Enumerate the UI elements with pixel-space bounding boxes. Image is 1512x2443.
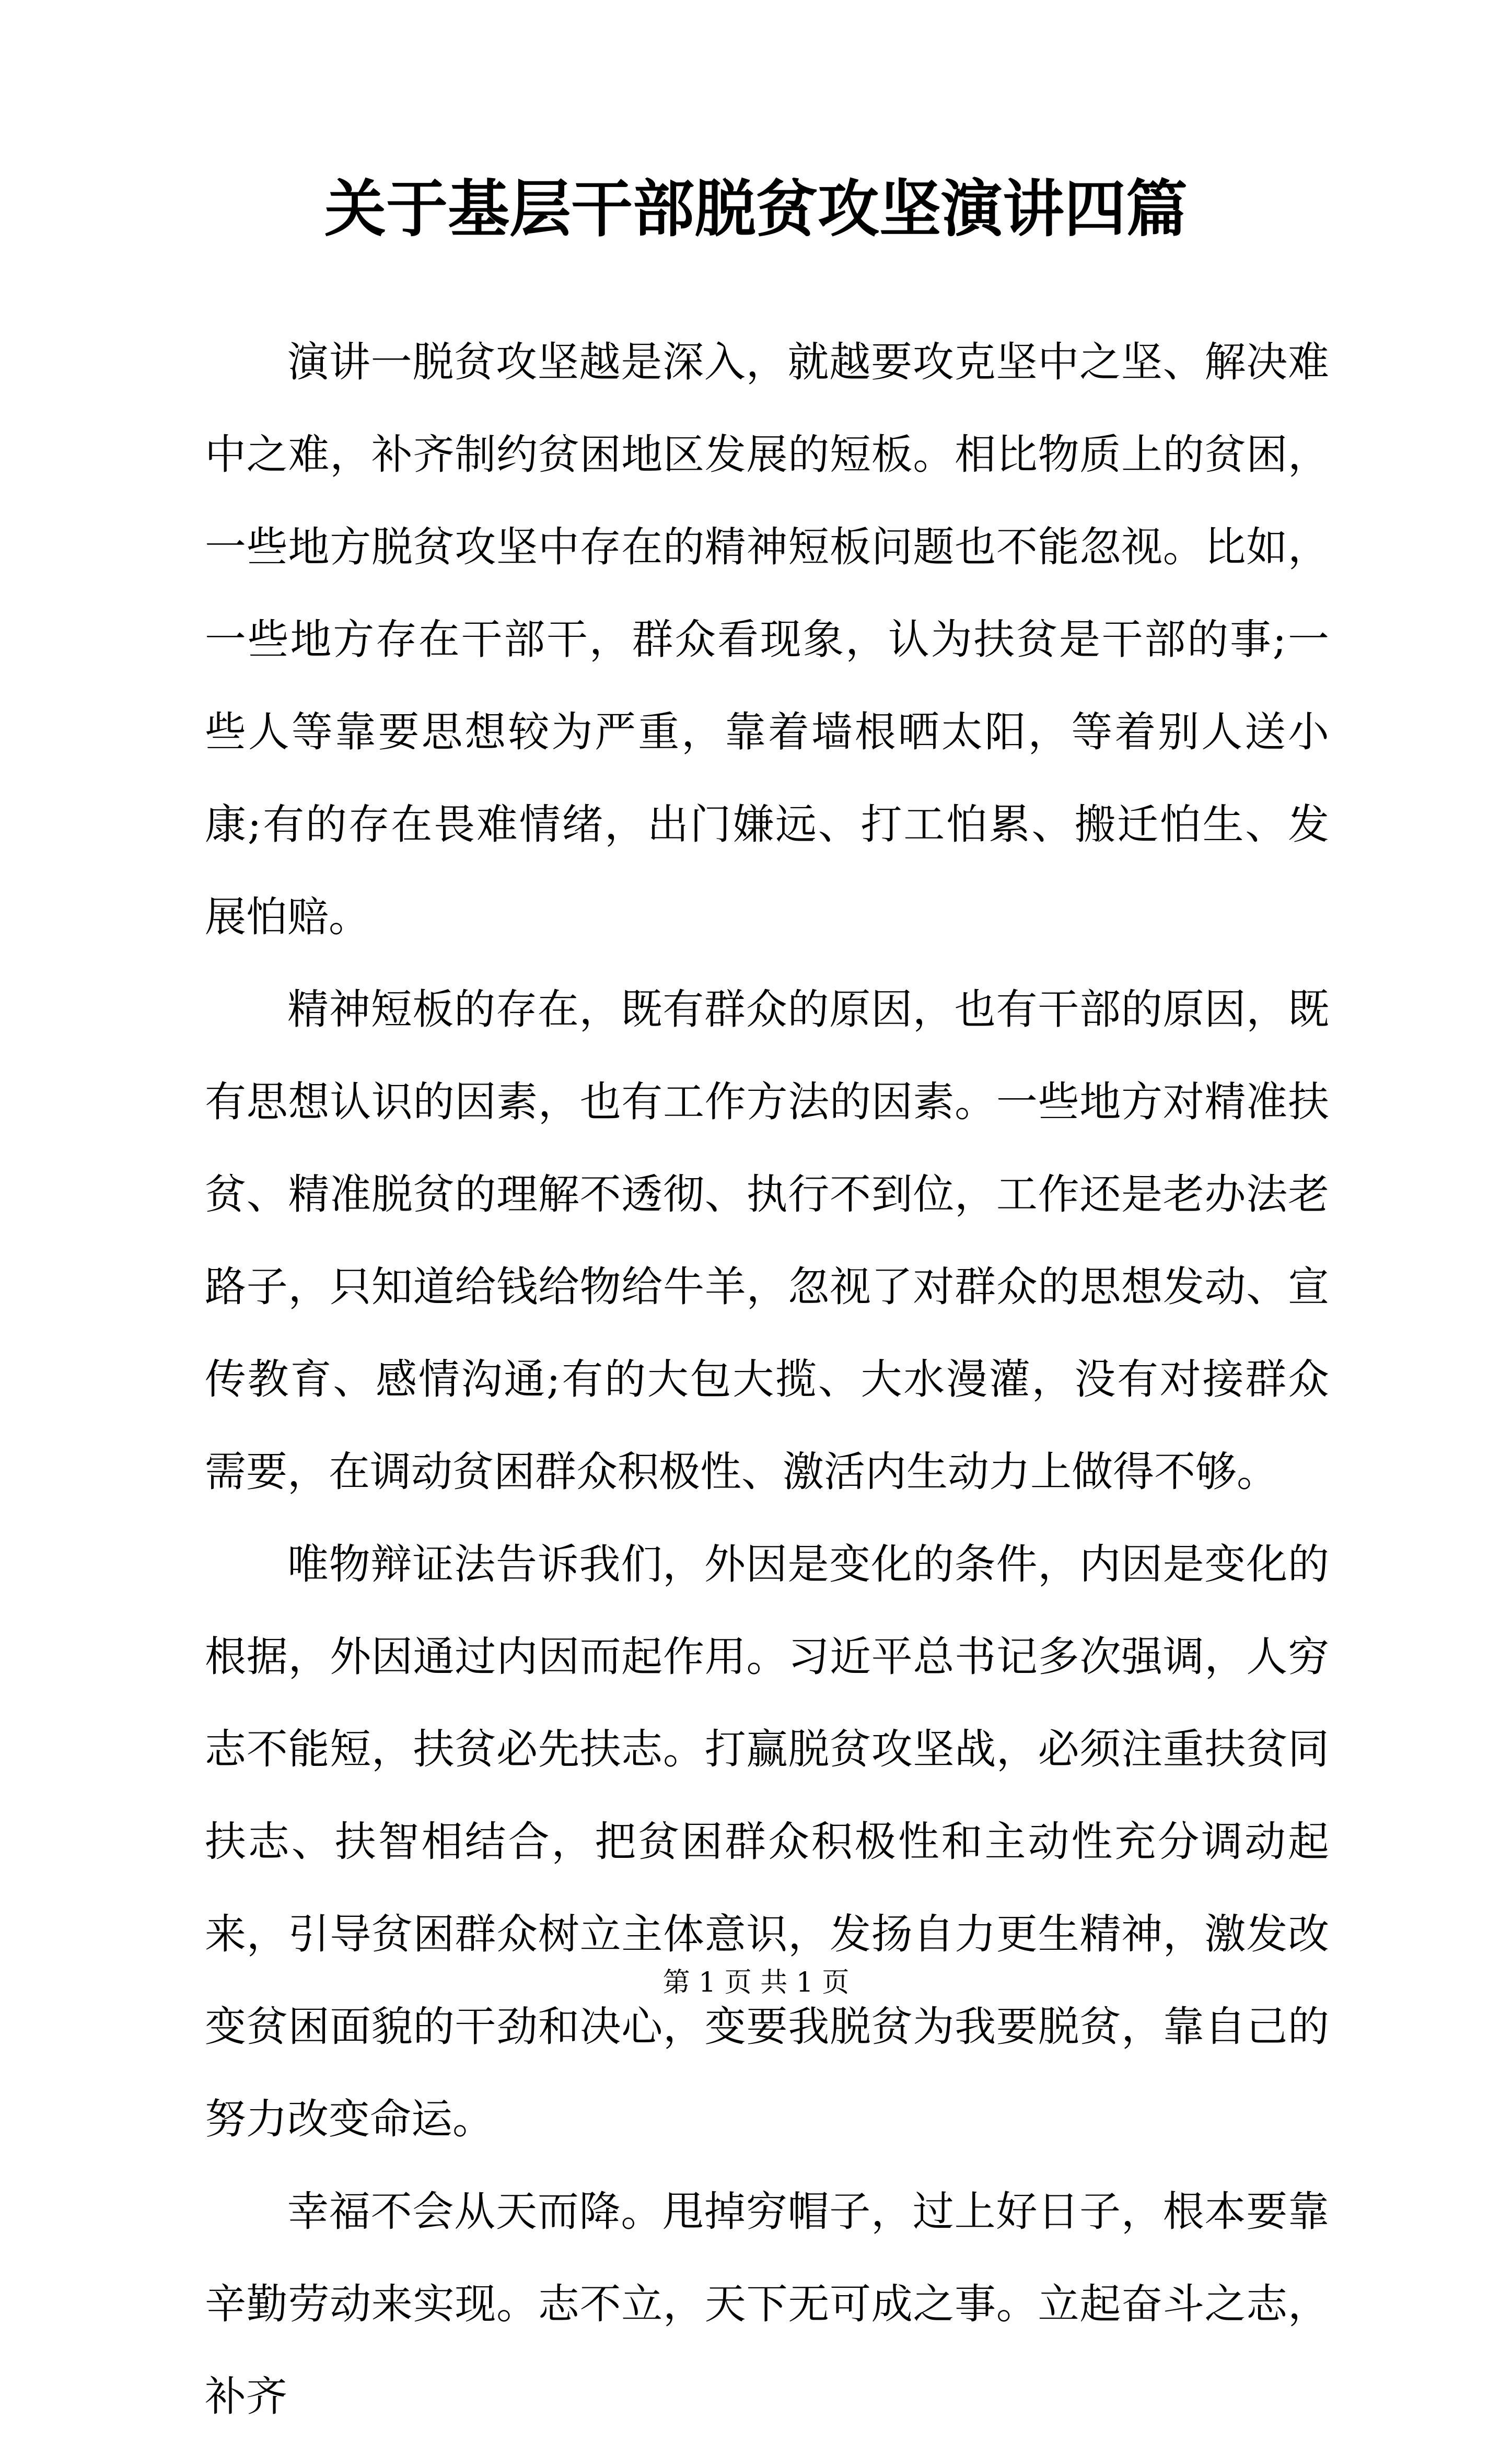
paragraph-1: 演讲一脱贫攻坚越是深入，就越要攻克坚中之坚、解决难中之难，补齐制约贫困地区发展的短板。相比物质上的贫困，一些地方脱贫攻坚中存在的精神短板问题也不能忽视。比如，一些地方存在干部干，群众看现象，认为扶贫是干部的事;一些人等靠要思想较为严重，靠着墙根晒太阳，等着别人送小康;有的存在畏难情绪，出门嫌远、打工怕累、搬迁怕生、发展怕赔。 (205, 338, 1329, 941)
page-number-footer: 第 1 页 共 1 页 (662, 1967, 850, 1998)
paragraph-3: 唯物辩证法告诉我们，外因是变化的条件，内因是变化的根据，外因通过内因而起作用。习近平总书记多次强调，人穷志不能短，扶贫必先扶志。打赢脱贫攻坚战，必须注重扶贫同扶志、扶智相结合，把贫困群众积极性和主动性充分调动起来，引导贫困群众树立主体意识，发扬自力更生精神，激发改变贫困面貌的干劲和决心，变要我脱贫为我要脱贫，靠自己的努力改变命运。 (205, 1540, 1329, 2143)
document-body (205, 316, 1329, 2443)
paragraph-2: 精神短板的存在，既有群众的原因，也有干部的原因，既有思想认识的因素，也有工作方法的因素。一些地方对精准扶贫、精准脱贫的理解不透彻、执行不到位，工作还是老办法老路子，只知道给钱给物给牛羊，忽视了对群众的思想发动、宣传教育、感情沟通;有的大包大揽、大水漫灌，没有对接群众需要，在调动贫困群众积极性、激活内生动力上做得不够。 (205, 985, 1329, 1496)
document-title: 关于基层干部脱贫攻坚演讲四篇 (324, 172, 1188, 245)
paragraph-4: 幸福不会从天而降。甩掉穷帽子，过上好日子，根本要靠辛勤劳动来实现。志不立，天下无可成之事。立起奋斗之志，补齐 (205, 2188, 1329, 2421)
